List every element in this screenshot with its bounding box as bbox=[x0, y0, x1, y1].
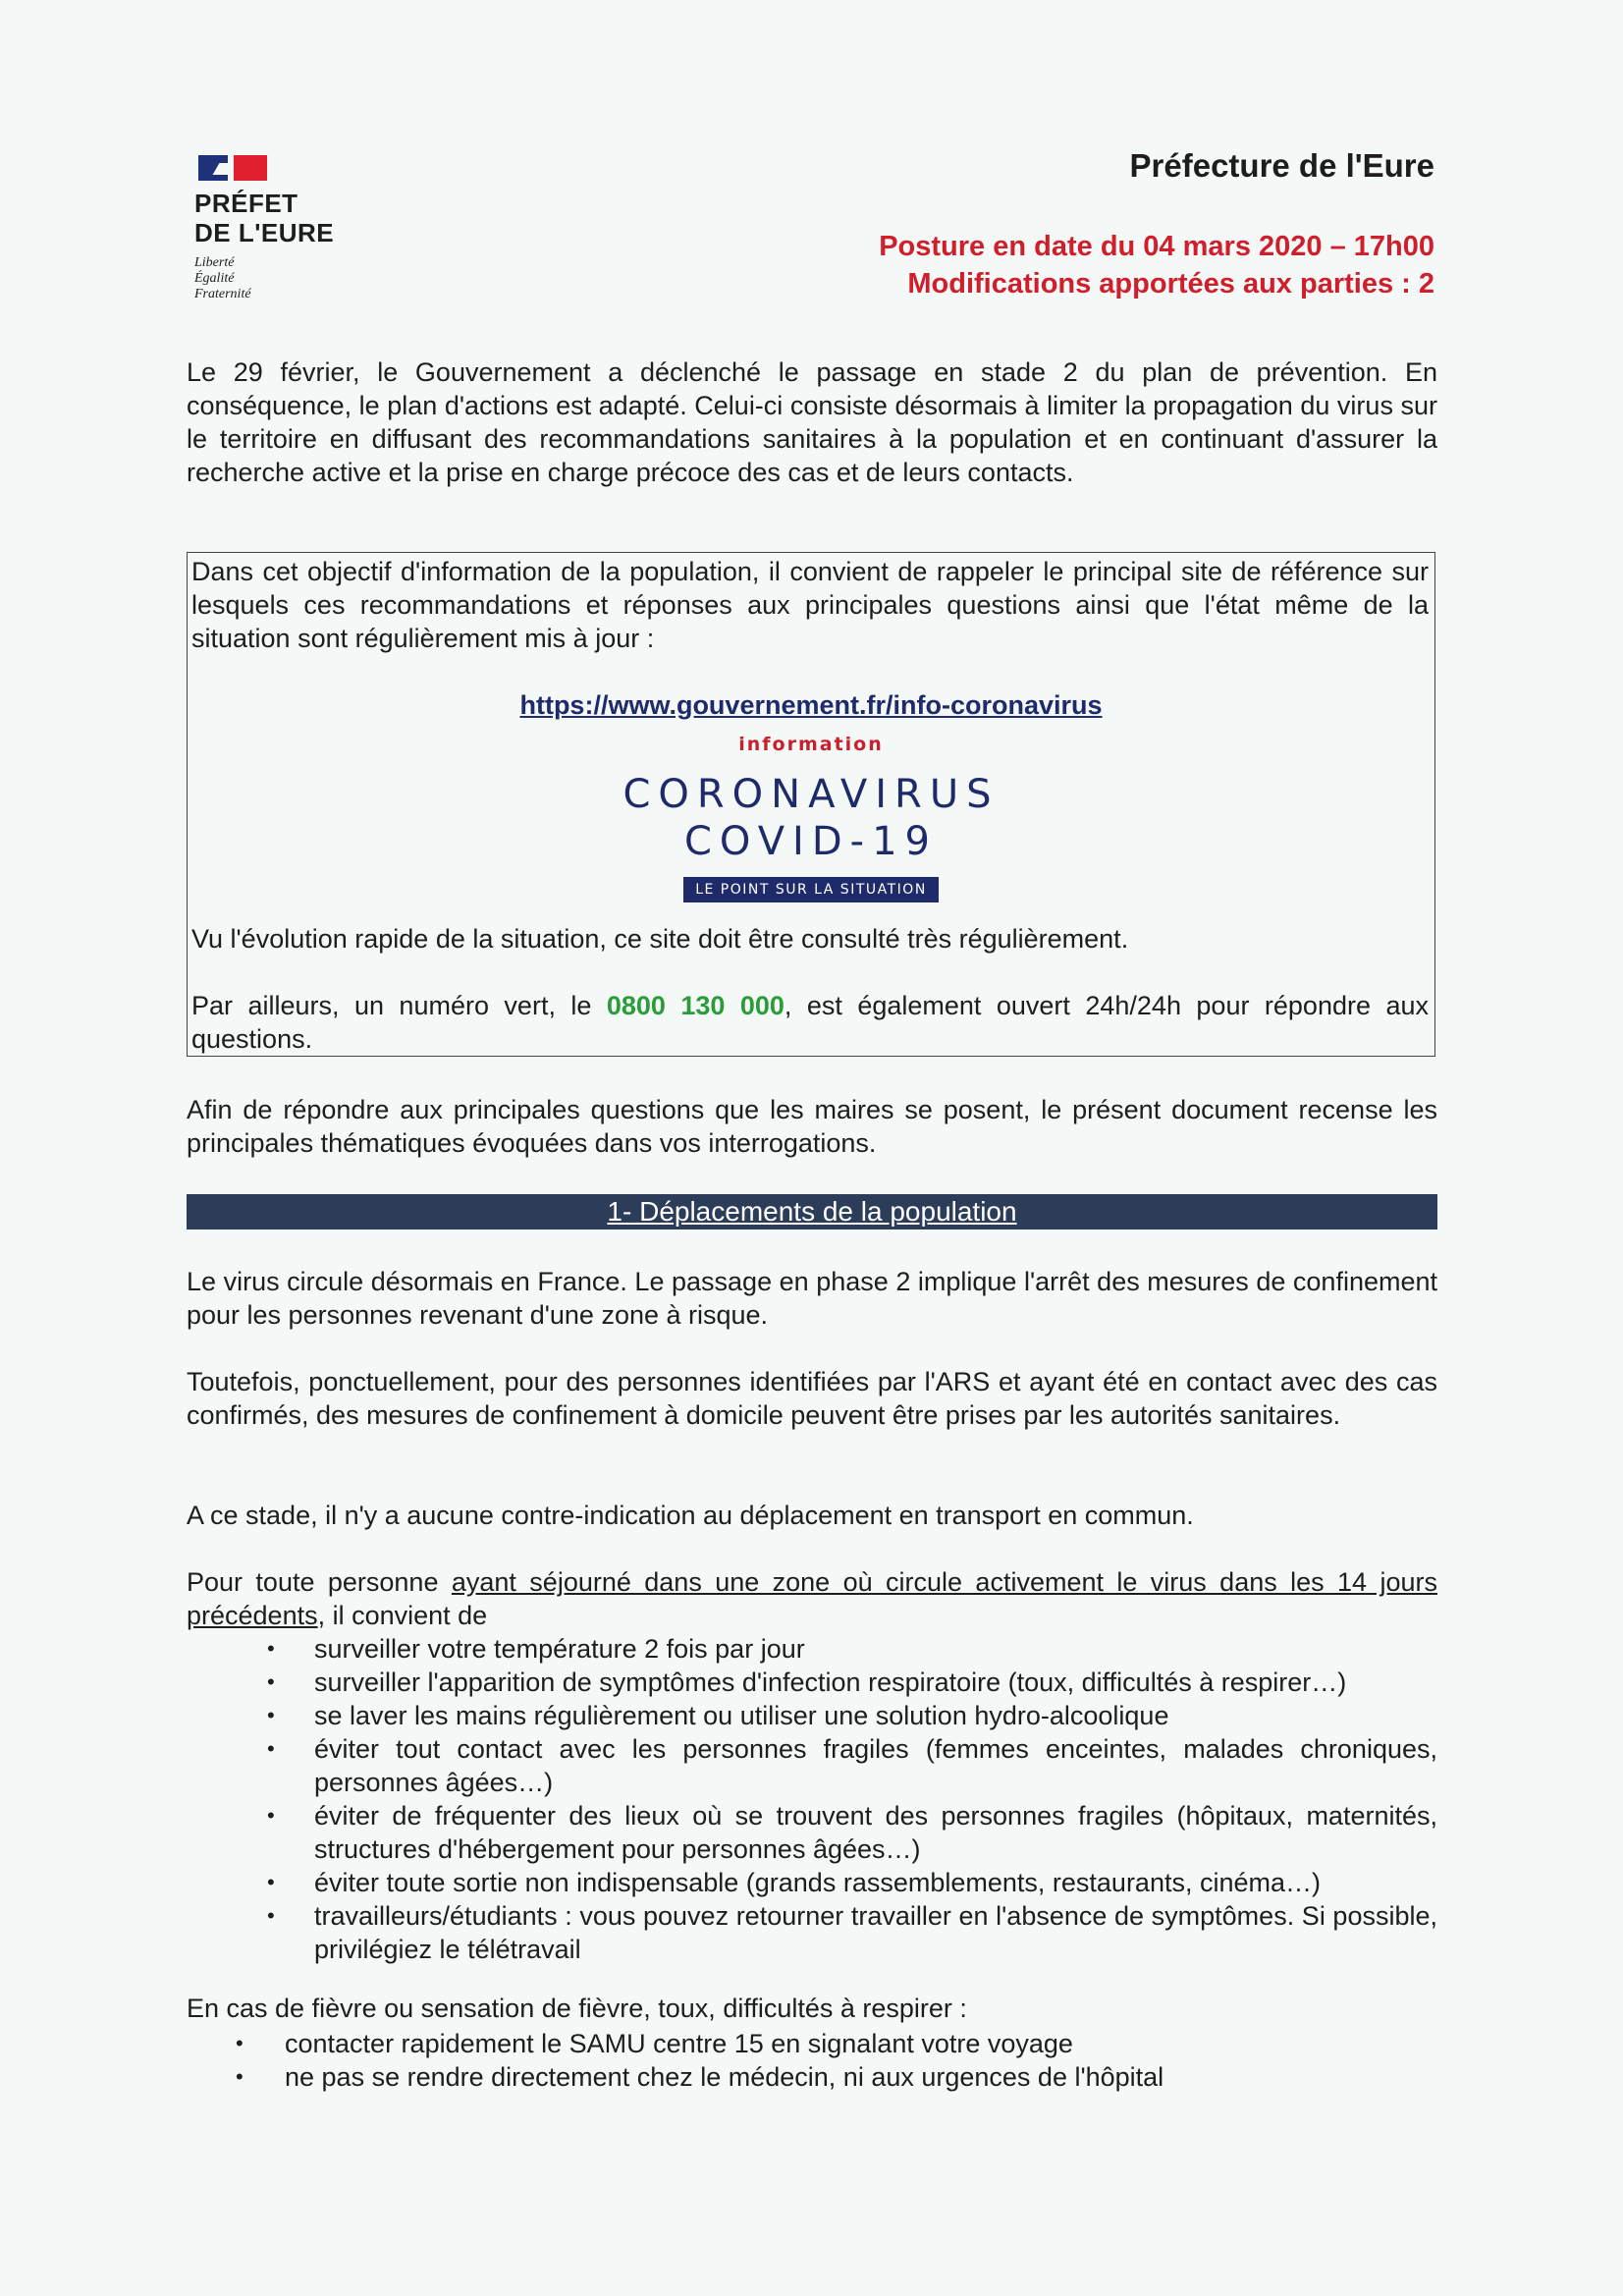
phone-text-before: Par ailleurs, un numéro vert, le bbox=[191, 991, 607, 1020]
logo-title-line1: PRÉFET bbox=[194, 189, 298, 218]
list-item bbox=[267, 1799, 1437, 1866]
bullet-icon: • bbox=[236, 2031, 243, 2055]
maires-paragraph: Afin de répondre aux principales questions que les maires se posent, le présent document recense les principales thématiques évoquées dans vos interrogations. bbox=[187, 1095, 1437, 1158]
point-situation-badge: LE POINT SUR LA SITUATION bbox=[683, 877, 939, 902]
list-item bbox=[267, 1632, 1437, 1666]
logo-title-line2: DE L'EURE bbox=[194, 218, 335, 247]
bullet-icon: • bbox=[267, 1903, 275, 1928]
modifications-line: Modifications apportées aux parties : 2 bbox=[907, 268, 1434, 300]
coronavirus-banner bbox=[188, 771, 1434, 865]
bullet-text: se laver les mains régulièrement ou utiliser une solution hydro-alcoolique bbox=[314, 1701, 1169, 1730]
coronavirus-title: CORONAVIRUS bbox=[622, 772, 1000, 817]
green-phone-number: 0800 130 000 bbox=[606, 991, 784, 1020]
bullet-text: surveiller l'apparition de symptômes d'infection respiratoire (toux, difficultés à respirer…) bbox=[314, 1667, 1347, 1697]
intro-paragraph: Le 29 février, le Gouvernement a déclenché le passage en stade 2 du plan de prévention. En conséquence, le plan d'actions est adapté. Celui-ci consiste désormais à limiter la propagation du virus sur le territoire en diffusant des recommandations sanitaires à la population et en continuant d'assurer la recherche active et la prise en charge précoce des cas et de leurs contacts. bbox=[187, 357, 1437, 487]
list-item bbox=[267, 1899, 1437, 1966]
section1-p4 bbox=[187, 1565, 1437, 1632]
bullet-icon: • bbox=[267, 1703, 275, 1727]
bullet-icon: • bbox=[267, 1736, 275, 1761]
covid19-title: COVID-19 bbox=[683, 819, 938, 864]
bullet-text: ne pas se rendre directement chez le médecin, ni aux urgences de l'hôpital bbox=[285, 2062, 1164, 2092]
box-consult-text: Vu l'évolution rapide de la situation, ce site doit être consulté très régulièrement. bbox=[191, 924, 1129, 954]
prefet-logo bbox=[194, 153, 334, 302]
info-box bbox=[187, 552, 1435, 1057]
section1-p2: Toutefois, ponctuellement, pour des personnes identifiées par l'ARS et ayant été en contact avec des cas confirmés, des mesures de confinement à domicile peuvent être prises par les autorités sanitaires. bbox=[187, 1367, 1437, 1430]
logo-motto bbox=[194, 255, 334, 302]
phone-text-after: , est également ouvert 24h/24h pour répondre aux questions. bbox=[191, 991, 1429, 1054]
motto-liberte: Liberté bbox=[194, 255, 235, 270]
posture-header bbox=[879, 228, 1434, 302]
p4-before: Pour toute personne bbox=[187, 1567, 452, 1597]
motto-fraternite: Fraternité bbox=[194, 287, 251, 301]
bullet-text: travailleurs/étudiants : vous pouvez retourner travailler en l'absence de symptômes. Si possible, privilégiez le télétravail bbox=[314, 1901, 1437, 1964]
fever-list bbox=[236, 2027, 1437, 2094]
list-item bbox=[236, 2027, 1437, 2060]
list-item bbox=[236, 2060, 1437, 2094]
p4-after: , il convient de bbox=[317, 1601, 488, 1630]
section1-p3: A ce stade, il n'y a aucune contre-indication au déplacement en transport en commun. bbox=[187, 1501, 1194, 1530]
list-item bbox=[267, 1699, 1437, 1732]
section-1-title: 1- Déplacements de la population bbox=[607, 1196, 1017, 1227]
bullet-icon: • bbox=[267, 1636, 275, 1661]
bullet-icon: • bbox=[267, 1870, 275, 1894]
bullet-text: contacter rapidement le SAMU centre 15 en signalant votre voyage bbox=[285, 2029, 1073, 2058]
list-item bbox=[267, 1732, 1437, 1799]
section-1-header bbox=[187, 1194, 1437, 1230]
bullet-text: surveiller votre température 2 fois par jour bbox=[314, 1634, 805, 1664]
section1-p1: Le virus circule désormais en France. Le passage en phase 2 implique l'arrêt des mesures de confinement pour les personnes revenant d'une zone à risque. bbox=[187, 1267, 1437, 1330]
precaution-list bbox=[267, 1632, 1437, 1966]
bullet-text: éviter toute sortie non indispensable (grands rassemblements, restaurants, cinéma…) bbox=[314, 1868, 1321, 1897]
bullet-icon: • bbox=[267, 1803, 275, 1828]
badge-wrap bbox=[188, 877, 1434, 902]
list-item bbox=[267, 1666, 1437, 1699]
prefecture-title: Préfecture de l'Eure bbox=[1129, 147, 1434, 184]
bullet-text: éviter de fréquenter des lieux où se trouvent des personnes fragiles (hôpitaux, maternités, structures d'hébergement pour personnes âgées…) bbox=[314, 1801, 1437, 1864]
bullet-icon: • bbox=[236, 2064, 243, 2089]
marianne-flag-icon bbox=[194, 153, 271, 183]
box-intro-text: Dans cet objectif d'information de la population, il convient de rappeler le principal site de référence sur lesquels ces recommandations et réponses aux principales questions ainsi que l'état même de la situation sont régulièrement mis à jour : bbox=[191, 557, 1429, 653]
bullet-text: éviter tout contact avec les personnes fragiles (femmes enceintes, malades chroniques, personnes âgées…) bbox=[314, 1734, 1437, 1797]
list-item bbox=[267, 1866, 1437, 1899]
box-phone-text bbox=[191, 989, 1429, 1056]
information-label: information bbox=[738, 734, 884, 755]
p4-underlined: ayant séjourné dans une zone où circule activement le virus dans les 14 jours précédents bbox=[187, 1567, 1437, 1630]
bullet-icon: • bbox=[267, 1669, 275, 1694]
posture-date: Posture en date du 04 mars 2020 – 17h00 bbox=[879, 231, 1434, 262]
fever-intro: En cas de fièvre ou sensation de fièvre, toux, difficultés à respirer : bbox=[187, 1994, 967, 2023]
info-coronavirus-link[interactable]: https://www.gouvernement.fr/info-coronavirus bbox=[519, 690, 1103, 720]
motto-egalite: Égalité bbox=[194, 271, 235, 286]
